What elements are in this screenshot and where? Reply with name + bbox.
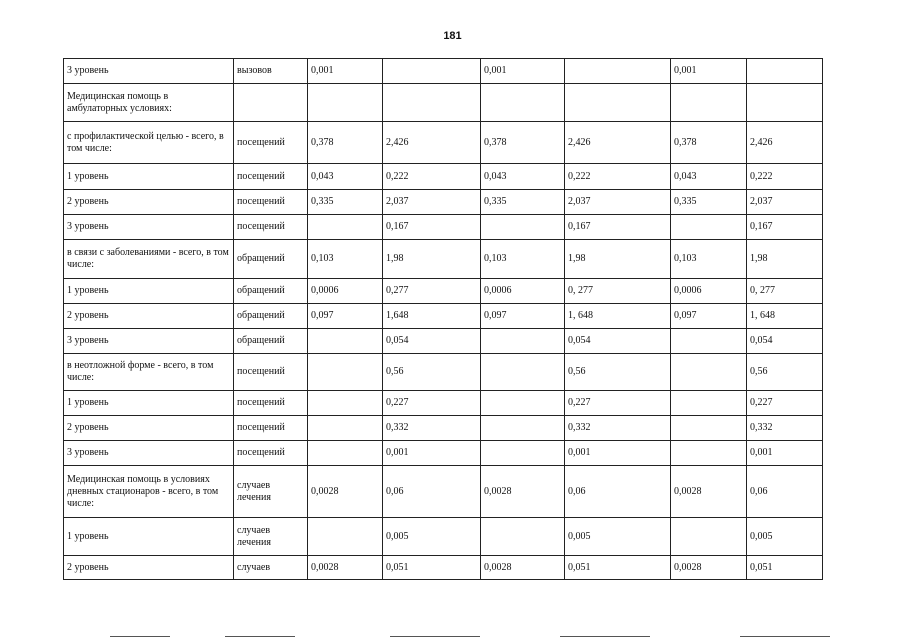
- value-cell: [671, 354, 747, 391]
- value-cell: 0,0028: [481, 556, 565, 580]
- unit-cell: обращений: [234, 329, 308, 354]
- value-cell: 0,054: [383, 329, 481, 354]
- row-name-cell: в связи с заболеваниями - всего, в том числе:: [64, 240, 234, 279]
- value-cell: 1,98: [565, 240, 671, 279]
- value-cell: 0,0006: [481, 279, 565, 304]
- value-cell: 0,222: [747, 164, 823, 190]
- value-cell: [671, 416, 747, 441]
- value-cell: 0,167: [383, 215, 481, 240]
- table-row: [64, 518, 823, 556]
- value-cell: [481, 391, 565, 416]
- unit-cell: [234, 84, 308, 122]
- table-row: [64, 279, 823, 304]
- row-name-cell: 3 уровень: [64, 59, 234, 84]
- value-cell: 0,332: [747, 416, 823, 441]
- row-name-cell: 1 уровень: [64, 518, 234, 556]
- unit-cell: посещений: [234, 215, 308, 240]
- value-cell: [481, 441, 565, 466]
- row-name-cell: 2 уровень: [64, 304, 234, 329]
- value-cell: 0,103: [671, 240, 747, 279]
- value-cell: 0,054: [565, 329, 671, 354]
- value-cell: 2,037: [383, 190, 481, 215]
- bottom-border-line: [225, 636, 295, 637]
- page-number: 181: [443, 30, 462, 42]
- unit-cell: посещений: [234, 441, 308, 466]
- unit-cell: обращений: [234, 240, 308, 279]
- value-cell: [481, 518, 565, 556]
- value-cell: 0,001: [747, 441, 823, 466]
- bottom-border-line: [110, 636, 170, 637]
- value-cell: [565, 84, 671, 122]
- table-row: [64, 304, 823, 329]
- value-cell: [481, 354, 565, 391]
- row-name-cell: 2 уровень: [64, 416, 234, 441]
- value-cell: 0,227: [383, 391, 481, 416]
- value-cell: 0,06: [565, 466, 671, 518]
- row-name-cell: 3 уровень: [64, 441, 234, 466]
- value-cell: 0,051: [565, 556, 671, 580]
- value-cell: 0,06: [747, 466, 823, 518]
- value-cell: 1,648: [383, 304, 481, 329]
- value-cell: [671, 391, 747, 416]
- row-name-cell: в неотложной форме - всего, в том числе:: [64, 354, 234, 391]
- value-cell: 0,043: [481, 164, 565, 190]
- value-cell: 0,001: [671, 59, 747, 84]
- value-cell: 0,0028: [308, 466, 383, 518]
- row-name-cell: 2 уровень: [64, 190, 234, 215]
- value-cell: [308, 518, 383, 556]
- value-cell: 0,103: [481, 240, 565, 279]
- value-cell: 2,426: [383, 122, 481, 164]
- value-cell: 0,332: [565, 416, 671, 441]
- value-cell: 1,98: [383, 240, 481, 279]
- value-cell: [671, 441, 747, 466]
- row-name-cell: 1 уровень: [64, 279, 234, 304]
- value-cell: 0,005: [383, 518, 481, 556]
- value-cell: [747, 84, 823, 122]
- unit-cell: случаев лечения: [234, 518, 308, 556]
- value-cell: 0,097: [481, 304, 565, 329]
- value-cell: [308, 354, 383, 391]
- value-cell: [308, 441, 383, 466]
- row-name-cell: 3 уровень: [64, 329, 234, 354]
- value-cell: 0,0006: [671, 279, 747, 304]
- unit-cell: обращений: [234, 279, 308, 304]
- value-cell: [671, 84, 747, 122]
- value-cell: 0,56: [383, 354, 481, 391]
- value-cell: 0,051: [747, 556, 823, 580]
- value-cell: 0,335: [481, 190, 565, 215]
- value-cell: 1, 648: [747, 304, 823, 329]
- unit-cell: посещений: [234, 391, 308, 416]
- table-row: [64, 466, 823, 518]
- value-cell: 0,001: [565, 441, 671, 466]
- row-name-cell: 1 уровень: [64, 391, 234, 416]
- table-body: [64, 59, 823, 580]
- value-cell: [481, 84, 565, 122]
- unit-cell: посещений: [234, 354, 308, 391]
- table-row: [64, 190, 823, 215]
- value-cell: 0,222: [565, 164, 671, 190]
- unit-cell: посещений: [234, 164, 308, 190]
- value-cell: [308, 84, 383, 122]
- value-cell: 0,0028: [671, 556, 747, 580]
- value-cell: [481, 416, 565, 441]
- unit-cell: обращений: [234, 304, 308, 329]
- unit-cell: посещений: [234, 416, 308, 441]
- bottom-border-line: [560, 636, 650, 637]
- value-cell: 0,0028: [308, 556, 383, 580]
- value-cell: 0,167: [747, 215, 823, 240]
- row-name-cell: Медицинская помощь в амбулаторных условиях:: [64, 84, 234, 122]
- value-cell: [308, 215, 383, 240]
- table-row: [64, 416, 823, 441]
- value-cell: 0,378: [308, 122, 383, 164]
- value-cell: 0,335: [671, 190, 747, 215]
- table-row: [64, 391, 823, 416]
- value-cell: [671, 215, 747, 240]
- value-cell: 0,222: [383, 164, 481, 190]
- table-row: [64, 164, 823, 190]
- table-row: [64, 84, 823, 122]
- value-cell: [308, 416, 383, 441]
- value-cell: 0,277: [383, 279, 481, 304]
- value-cell: [747, 59, 823, 84]
- value-cell: 2,037: [747, 190, 823, 215]
- value-cell: [671, 329, 747, 354]
- value-cell: 0,054: [747, 329, 823, 354]
- value-cell: 0,097: [671, 304, 747, 329]
- value-cell: 0,378: [481, 122, 565, 164]
- value-cell: 0,332: [383, 416, 481, 441]
- value-cell: 0,227: [747, 391, 823, 416]
- value-cell: 1,98: [747, 240, 823, 279]
- value-cell: 0,001: [383, 441, 481, 466]
- table-row: [64, 215, 823, 240]
- value-cell: [481, 329, 565, 354]
- value-cell: [383, 59, 481, 84]
- table-row: [64, 354, 823, 391]
- row-name-cell: с профилактической целью - всего, в том числе:: [64, 122, 234, 164]
- unit-cell: случаев: [234, 556, 308, 580]
- unit-cell: случаев лечения: [234, 466, 308, 518]
- value-cell: 2,426: [565, 122, 671, 164]
- value-cell: 2,037: [565, 190, 671, 215]
- value-cell: 0,0028: [481, 466, 565, 518]
- value-cell: 0,0028: [671, 466, 747, 518]
- value-cell: 0,001: [481, 59, 565, 84]
- row-name-cell: 1 уровень: [64, 164, 234, 190]
- value-cell: 0,005: [565, 518, 671, 556]
- unit-cell: посещений: [234, 122, 308, 164]
- value-cell: 0,227: [565, 391, 671, 416]
- row-name-cell: 2 уровень: [64, 556, 234, 580]
- bottom-border-line: [390, 636, 480, 637]
- table-row: [64, 329, 823, 354]
- value-cell: 0,167: [565, 215, 671, 240]
- table-row: [64, 59, 823, 84]
- value-cell: 0,001: [308, 59, 383, 84]
- value-cell: 0,043: [308, 164, 383, 190]
- value-cell: 0,103: [308, 240, 383, 279]
- value-cell: 2,426: [747, 122, 823, 164]
- value-cell: 0,0006: [308, 279, 383, 304]
- value-cell: 0,051: [383, 556, 481, 580]
- value-cell: 0,56: [565, 354, 671, 391]
- table-row: [64, 556, 823, 580]
- value-cell: 0,378: [671, 122, 747, 164]
- value-cell: 0,005: [747, 518, 823, 556]
- value-cell: [671, 518, 747, 556]
- value-cell: [308, 391, 383, 416]
- value-cell: 0,56: [747, 354, 823, 391]
- value-cell: [383, 84, 481, 122]
- value-cell: 0, 277: [565, 279, 671, 304]
- value-cell: 0,06: [383, 466, 481, 518]
- unit-cell: вызовов: [234, 59, 308, 84]
- value-cell: 0,335: [308, 190, 383, 215]
- value-cell: 0,097: [308, 304, 383, 329]
- row-name-cell: Медицинская помощь в условиях дневных стационаров - всего, в том числе:: [64, 466, 234, 518]
- value-cell: [565, 59, 671, 84]
- table-row: [64, 122, 823, 164]
- value-cell: 1, 648: [565, 304, 671, 329]
- norms-table: [63, 58, 823, 580]
- unit-cell: посещений: [234, 190, 308, 215]
- table-row: [64, 441, 823, 466]
- value-cell: 0,043: [671, 164, 747, 190]
- value-cell: [481, 215, 565, 240]
- row-name-cell: 3 уровень: [64, 215, 234, 240]
- table-row: [64, 240, 823, 279]
- bottom-border-line: [740, 636, 830, 637]
- value-cell: 0, 277: [747, 279, 823, 304]
- value-cell: [308, 329, 383, 354]
